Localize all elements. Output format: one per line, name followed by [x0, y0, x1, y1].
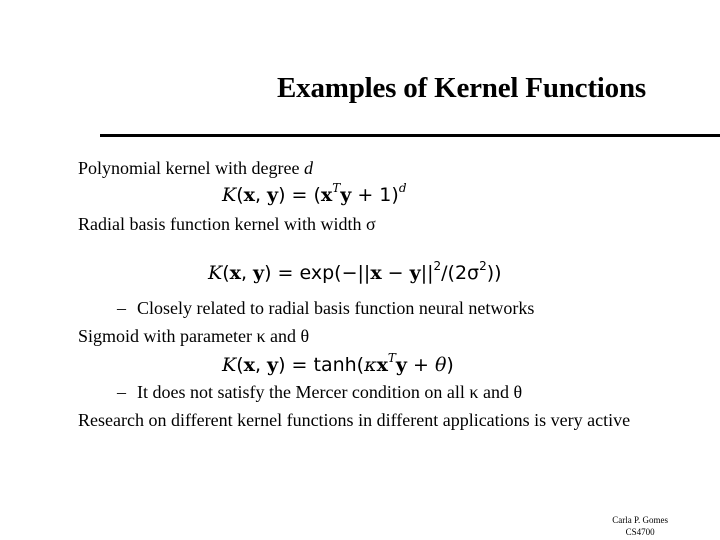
- formula-K: K: [222, 354, 237, 376]
- formula-x2: x: [376, 354, 388, 376]
- formula-norm-close: ||: [420, 262, 434, 284]
- formula-x-transpose: x: [320, 184, 333, 206]
- formula-open-paren: (: [236, 354, 244, 376]
- formula-square: 2: [433, 259, 442, 273]
- formula-transpose: T: [332, 181, 341, 195]
- formula-open-paren: (: [222, 262, 230, 284]
- title-divider: [100, 134, 720, 137]
- formula-x: x: [243, 184, 255, 206]
- formula-kappa: κ: [364, 354, 377, 376]
- formula-comma: ,: [240, 262, 254, 284]
- rbf-kernel-formula: [208, 259, 502, 284]
- formula-K: K: [222, 184, 237, 206]
- formula-y: y: [267, 354, 279, 376]
- formula-exponent: d: [398, 181, 407, 195]
- bullet-dash: –: [117, 298, 126, 318]
- formula-theta: θ: [434, 354, 447, 376]
- polynomial-kernel-formula: [222, 181, 407, 206]
- formula-comma: ,: [254, 354, 268, 376]
- slide-footer: [612, 514, 668, 538]
- formula-x2: x: [370, 262, 382, 284]
- bullet-dash: –: [117, 382, 126, 402]
- rbf-kernel-label: Radial basis function kernel with width σ: [78, 214, 376, 234]
- sigmoid-kernel-formula: [222, 351, 454, 376]
- polynomial-kernel-text: Polynomial kernel with degree: [78, 158, 300, 178]
- footer-course: CS4700: [625, 527, 655, 537]
- formula-close-parens: )): [486, 262, 502, 284]
- formula-plus-one: + 1): [351, 184, 399, 206]
- formula-close-paren: ): [446, 354, 454, 376]
- formula-transpose: T: [387, 351, 396, 365]
- polynomial-kernel-label: [78, 158, 313, 179]
- formula-y2: y: [409, 262, 421, 284]
- formula-open-paren: (: [236, 184, 244, 206]
- degree-variable: d: [303, 158, 313, 178]
- formula-K: K: [208, 262, 223, 284]
- rbf-bullet: [117, 298, 534, 319]
- formula-y: y: [267, 184, 279, 206]
- formula-sigma-square: 2: [479, 259, 487, 273]
- rbf-bullet-text: Closely related to radial basis function neural networks: [137, 298, 535, 318]
- slide-title: Examples of Kernel Functions: [277, 72, 646, 104]
- sigmoid-bullet: [117, 382, 522, 403]
- formula-exp-norm: ) = exp(−||: [264, 262, 371, 284]
- sigmoid-kernel-label: Sigmoid with parameter κ and θ: [78, 326, 310, 346]
- formula-comma: ,: [254, 184, 268, 206]
- formula-y2: y: [340, 184, 352, 206]
- research-line: Research on different kernel functions in different applications is very active: [78, 410, 631, 430]
- formula-minus: −: [381, 262, 410, 284]
- formula-equals: ) = (: [278, 184, 321, 206]
- formula-x: x: [243, 354, 255, 376]
- formula-divide-sigma: /(2σ: [441, 262, 480, 284]
- formula-y: y: [253, 262, 265, 284]
- sigmoid-bullet-text: It does not satisfy the Mercer condition on all κ and θ: [137, 382, 523, 402]
- footer-author: Carla P. Gomes: [612, 515, 668, 525]
- formula-plus: +: [406, 354, 435, 376]
- formula-tanh: ) = tanh(: [278, 354, 365, 376]
- formula-y2: y: [395, 354, 407, 376]
- formula-x: x: [229, 262, 241, 284]
